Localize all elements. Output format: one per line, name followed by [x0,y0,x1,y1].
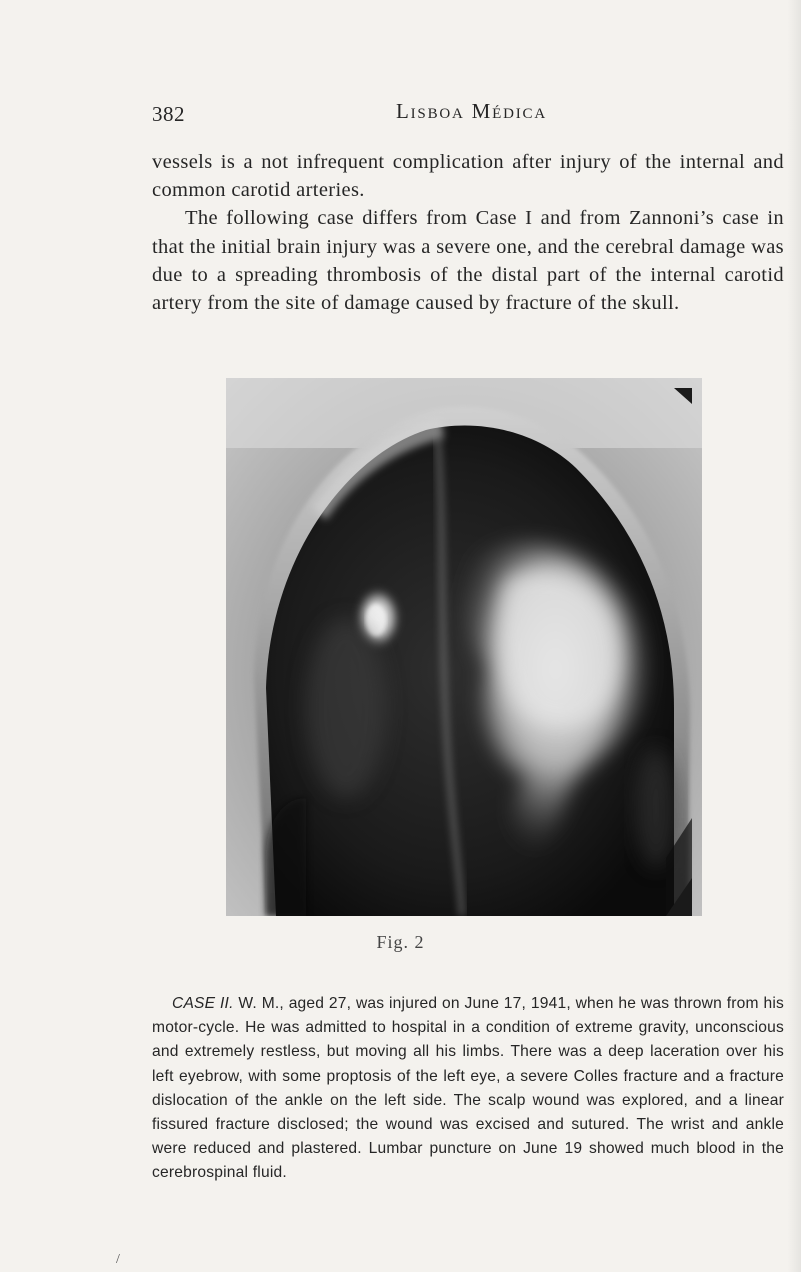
case-report-paragraph [152,992,784,1186]
paragraph-case-comparison: The following case differs from Case I and from Zannoni’s case in that the initial brain injury was a severe one, and the cerebral damage was due to a spreading thrombosis of the distal part of the internal carotid artery from the site of damage caused by fracture of the skull. [152,207,784,315]
figure-caption: Fig. 2 [376,932,425,952]
case-report-text: W. M., aged 27, was injured on June 17, 1941, when he was thrown from his motor-cycle. He was admitted to hospital in a condition of extreme gravity, unconscious and extremely restless, but moving all his limbs. There was a deep laceration over his left eyebrow, with some proptosis of the left eye, a severe Colles fracture and a fracture dislocation of the ankle on the left side. The scalp wound was explored, and a linear fissured fracture disclosed; the wound was excised and sutured. The wrist and ankle were reduced and plastered. Lumbar puncture on June 19 showed much blood in the cerebrospinal fluid. [152,995,784,1182]
stray-pencil-mark: / [116,1252,120,1267]
skull-xray-image [226,378,702,916]
page-number: 382 [152,102,185,126]
paragraph-continued: vessels is a not infrequent complication after injury of the internal and common carotid arteries. [152,151,784,202]
running-header [0,96,801,132]
skull-xray-figure [226,378,702,916]
page-edge-shadow [787,0,801,1272]
journal-title: Lisboa Médica [396,99,547,123]
case-label: CASE II. [172,995,234,1012]
body-text [152,148,784,317]
